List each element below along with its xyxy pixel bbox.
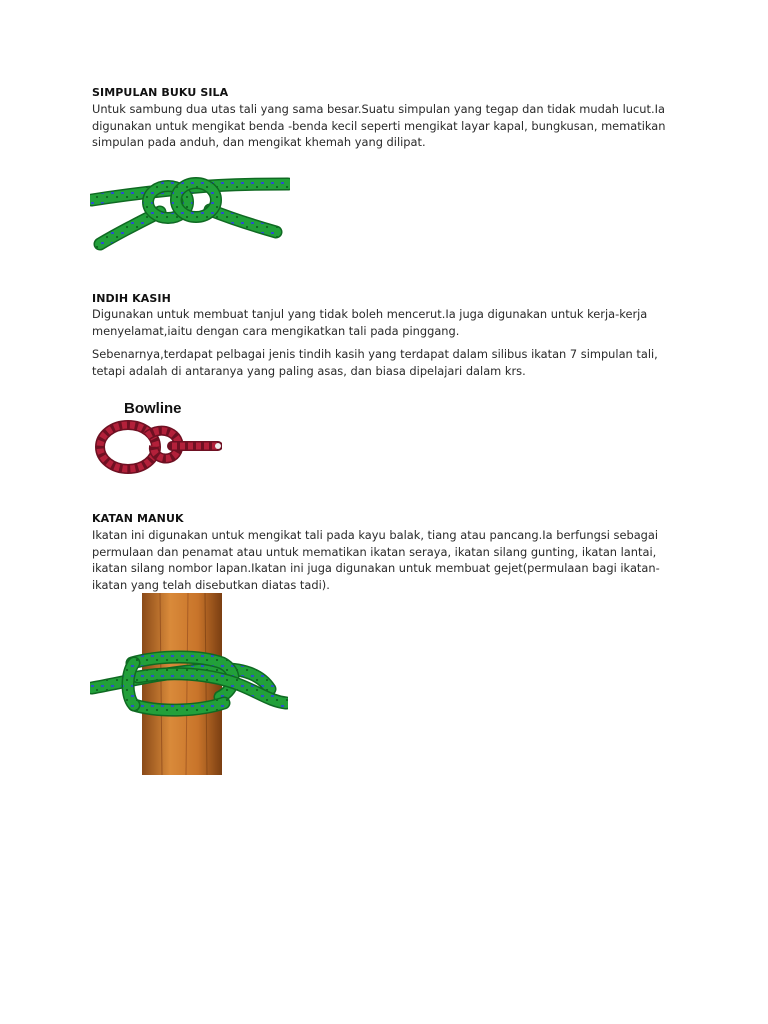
text-line: Sebenarnya,terdapat pelbagai jenis tindih kasih yang terdapat dalam silibus ikatan 7 simpulan tali, (92, 347, 658, 361)
section-paragraph (92, 346, 682, 379)
text-line: ikatan silang nombor lapan.Ikatan ini juga digunakan untuk membuat gejet(permulaan bagi ikatan- (92, 561, 660, 575)
clove-hitch-image (90, 593, 288, 775)
reef-knot-image (90, 170, 290, 255)
text-line: tetapi adalah di antaranya yang paling asas, dan biasa dipelajari dalam krs. (92, 363, 526, 378)
section-heading-katan-manuk: KATAN MANUK (92, 512, 184, 525)
bowline-label: Bowline (124, 400, 182, 417)
text-line: simpulan pada anduh, dan mengikat khemah yang dilipat. (92, 135, 426, 149)
bowline-knot-image (92, 394, 222, 480)
section-paragraph (92, 527, 682, 593)
text-line: Untuk sambung dua utas tali yang sama besar.Suatu simpulan yang tegap dan tidak mudah lucut.Ia (92, 102, 665, 116)
text-line: Digunakan untuk membuat tanjul yang tidak boleh mencerut.Ia juga digunakan untuk kerja-kerja (92, 307, 648, 321)
section-heading-indih-kasih: INDIH KASIH (92, 292, 171, 305)
text-line: permulaan dan penamat atau untuk mematikan ikatan seraya, ikatan silang gunting, ikatan lantai, (92, 544, 657, 559)
section-paragraph (92, 101, 682, 151)
section-heading-simpulan-buku-sila: SIMPULAN BUKU SILA (92, 86, 229, 99)
text-line: digunakan untuk mengikat benda -benda kecil seperti mengikat layar kapal, bungkusan, mematikan (92, 118, 666, 133)
text-line: ikatan yang telah disebutkan diatas tadi). (92, 577, 330, 592)
text-line: menyelamat,iaitu dengan cara mengikatkan tali pada pinggang. (92, 323, 460, 338)
text-line: Ikatan ini digunakan untuk mengikat tali pada kayu balak, tiang atau pancang.Ia berfungsi sebagai (92, 528, 659, 542)
section-paragraph (92, 306, 682, 339)
wooden-pole (142, 593, 222, 775)
